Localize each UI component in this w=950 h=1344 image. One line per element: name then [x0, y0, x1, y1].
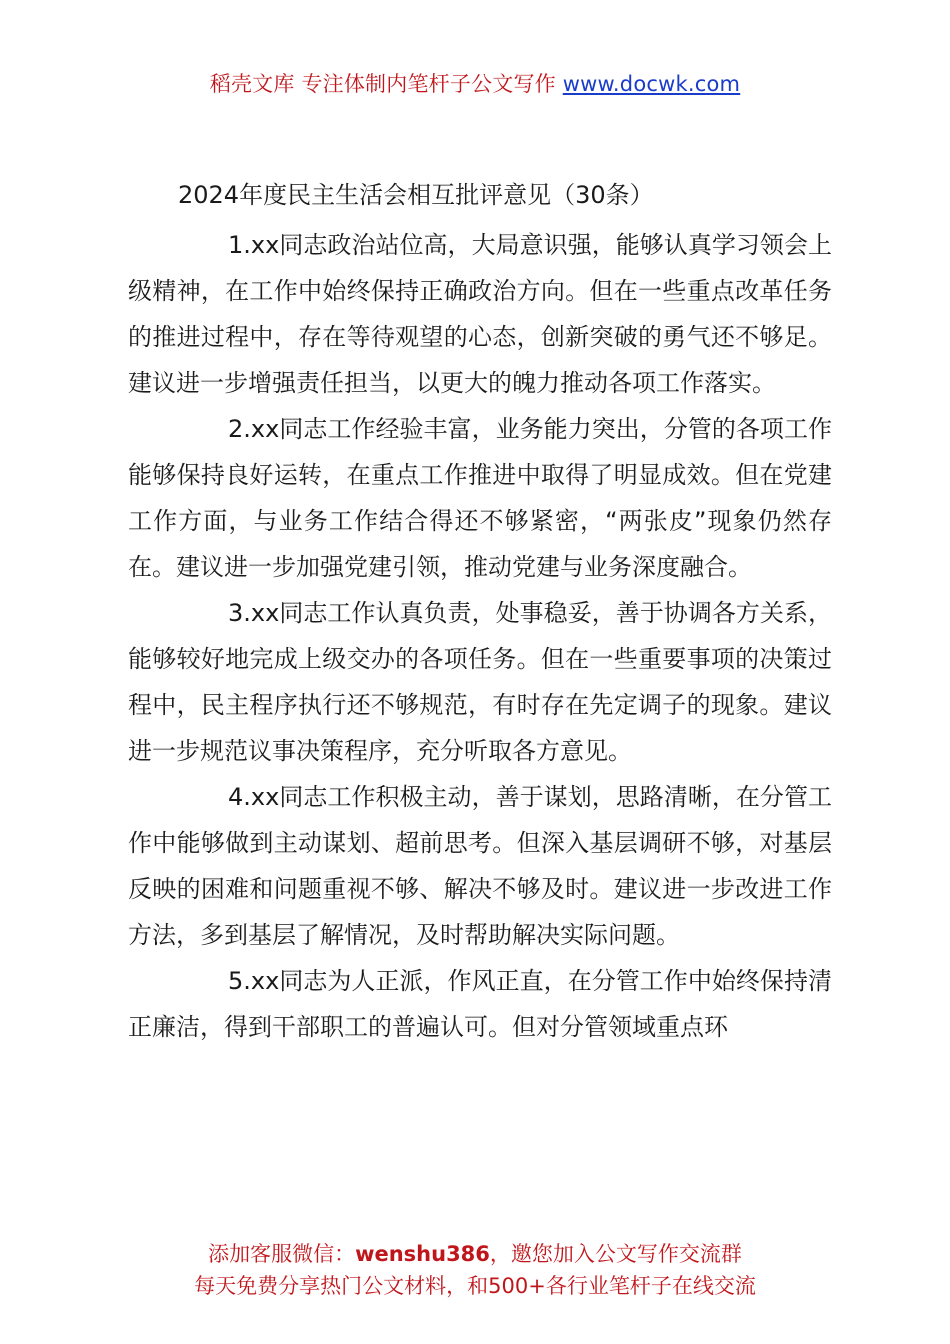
- document-body: [128, 222, 832, 1050]
- paragraph-2: 2.xx同志工作经验丰富，业务能力突出，分管的各项工作能够保持良好运转，在重点工作推进中取得了明显成效。但在党建工作方面，与业务工作结合得还不够紧密，“两张皮”现象仍然存在。建议进一步加强党建引领，推动党建与业务深度融合。: [128, 415, 832, 581]
- header-text: 稻壳文库 专注体制内笔杆子公文写作: [209, 72, 563, 96]
- page-header: [0, 68, 950, 98]
- footer-prefix: 添加客服微信：: [208, 1242, 356, 1266]
- footer-line-2: 每天免费分享热门公文材料，和500+各行业笔杆子在线交流: [194, 1274, 756, 1298]
- footer-line-1: [0, 1238, 950, 1270]
- document-title: 2024年度民主生活会相互批评意见（30条）: [178, 181, 654, 209]
- footer-suffix: ，邀您加入公文写作交流群: [489, 1242, 742, 1266]
- website-link[interactable]: www.docwk.com: [562, 72, 741, 96]
- wechat-id: wenshu386: [355, 1242, 490, 1266]
- paragraph-3: 3.xx同志工作认真负责，处事稳妥，善于协调各方关系，能够较好地完成上级交办的各项任务。但在一些重要事项的决策过程中，民主程序执行还不够规范，有时存在先定调子的现象。建议进一步规范议事决策程序，充分听取各方意见。: [128, 599, 832, 765]
- page-footer: [0, 1238, 950, 1302]
- paragraph-5: 5.xx同志为人正派，作风正直，在分管工作中始终保持清正廉洁，得到干部职工的普遍认可。但对分管领域重点环: [128, 967, 832, 1041]
- paragraph-1: 1.xx同志政治站位高，大局意识强，能够认真学习领会上级精神，在工作中始终保持正确政治方向。但在一些重点改革任务的推进过程中，存在等待观望的心态，创新突破的勇气还不够足。建议进一步增强责任担当，以更大的魄力推动各项工作落实。: [128, 231, 832, 397]
- paragraph-4: 4.xx同志工作积极主动，善于谋划，思路清晰，在分管工作中能够做到主动谋划、超前思考。但深入基层调研不够，对基层反映的困难和问题重视不够、解决不够及时。建议进一步改进工作方法，多到基层了解情况，及时帮助解决实际问题。: [128, 783, 832, 949]
